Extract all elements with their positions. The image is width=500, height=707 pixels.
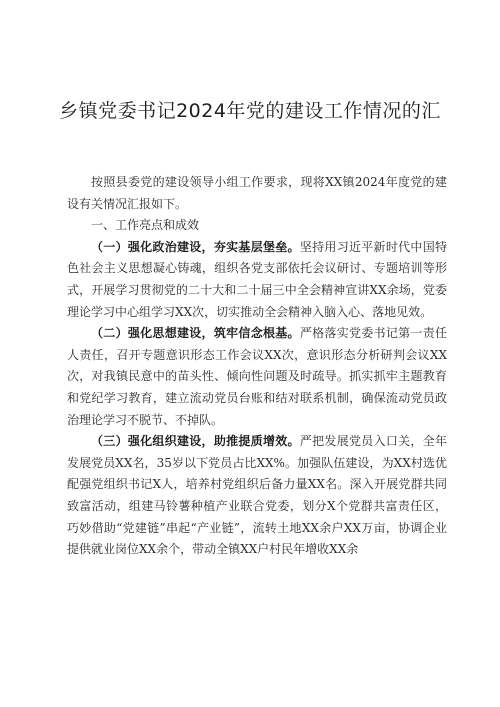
item-text-3: 严把发展党员入口关，全年发展党员XX名，35岁以下党员占比XX%。加强队伍建设，为XX村选优配强党组织书记X人，培养村党组织后备力量XX名。深入开展党群共同致富活动，组建马铃薯种植产业联合党委，划分X个党群共富责任区，巧妙借助“党建链”串起“产业链”，流转土地XX余户XX万亩，协调企业提供就业岗位XX余个，带动全镇XX户村民年增收XX余: [67, 434, 447, 557]
item-paragraph-2: [67, 323, 447, 431]
document-body: [67, 172, 447, 561]
document-title: 乡镇党委书记2024年党的建设工作情况的汇: [59, 100, 441, 122]
item-lead-2: （二）强化思想建设，筑牢信念根基。: [91, 326, 300, 341]
item-paragraph-1: [67, 237, 447, 323]
item-text-1: 坚持用习近平新时代中国特色社会主义思想凝心铸魂，组织各党支部依托会议研讨、专题培训等形式，开展学习贯彻党的二十大和二十届三中全会精神宣讲XX余场，党委理论学习中心组学习XX次，切实推动全会精神入脑入心、落地见效。: [67, 239, 447, 319]
intro-paragraph: 按照县委党的建设领导小组工作要求，现将XX镇2024年度党的建设有关情况汇报如下。: [67, 175, 447, 211]
item-paragraph-3: [67, 431, 447, 561]
item-lead-3: （三）强化组织建设，助推提质增效。: [91, 434, 300, 449]
item-text-2: 严格落实党委书记第一责任人责任，召开专题意识形态工作会议XX次，意识形态分析研判会议XX次，对我镇民意中的苗头性、倾向性问题及时疏导。抓实抓牢主题教育和党纪学习教育，建立流动党员台账和结对联系机制，确保流动党员政治理论学习不脱节、不掉队。: [67, 326, 447, 427]
item-lead-1: （一）强化政治建设，夯实基层堡垒。: [91, 239, 300, 254]
section-heading: 一、工作亮点和成效: [91, 218, 200, 233]
